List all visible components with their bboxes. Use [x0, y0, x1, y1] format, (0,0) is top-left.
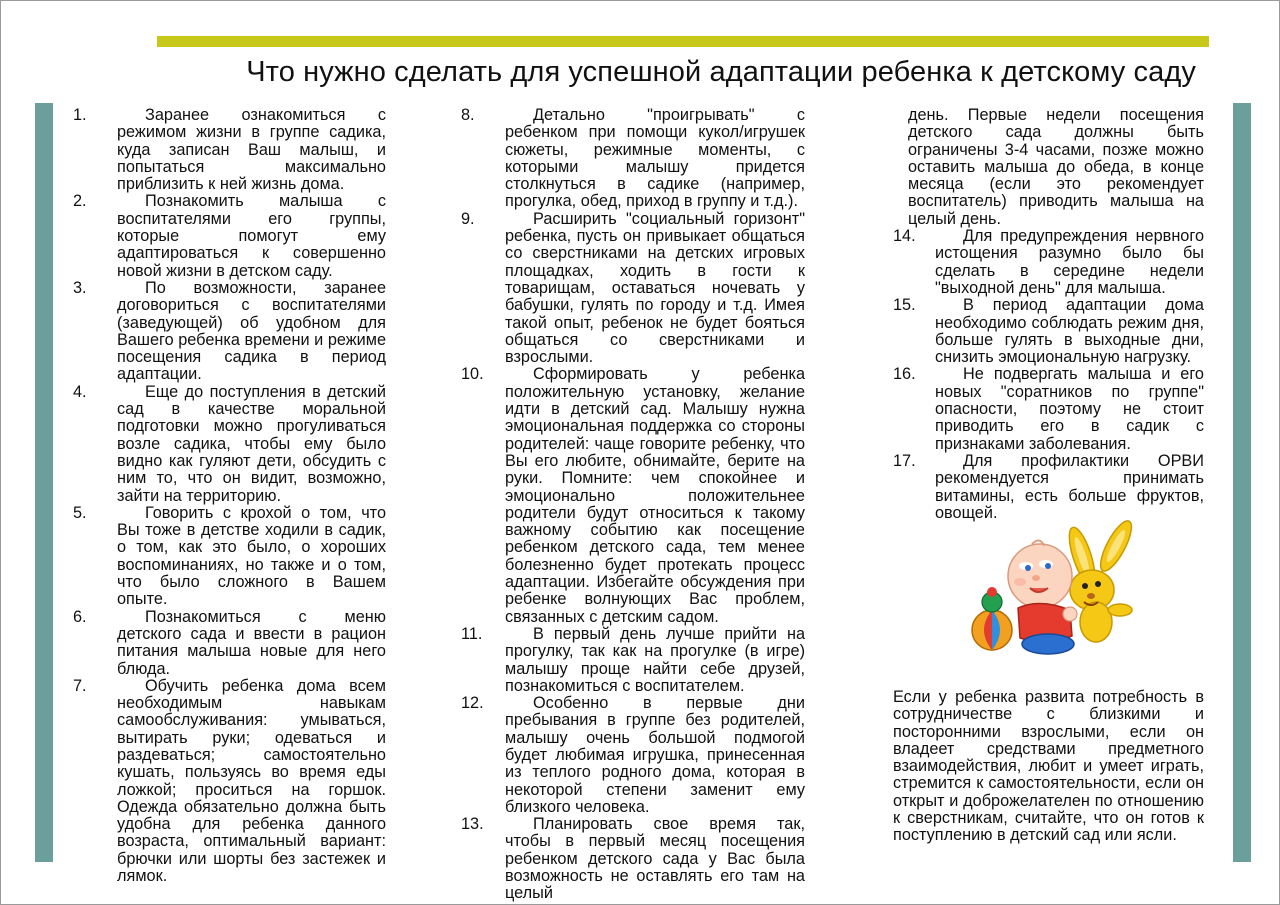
- list-item: [893, 228, 1204, 297]
- column-3: [893, 107, 1204, 522]
- list-item: [73, 280, 386, 384]
- readiness-note: Если у ребенка развита потребность в сотрудничестве с близкими и посторонними взрослыми, если он владеет средствами предметного взаимодействия, любит и умеет играть, стремится к самостоятельности, если он открыт и доброжелателен по отношению к сверстникам, считайте, что он готов к поступлению в детский сад или ясли.: [893, 688, 1204, 845]
- title-accent-bar: [157, 36, 1209, 47]
- item-text: Познакомить малыша с воспитателями его группы, которые помогут ему адаптироваться к совершенно новой жизни в детском саду.: [117, 192, 386, 280]
- item-text: Особенно в первые дни пребывания в группе без родителей, малышу очень большой подмогой будет любимая игрушка, принесенная из теплого родного дома, которая в некоторой степени заменит ему близкого человека.: [505, 694, 805, 816]
- item-number: 1.: [73, 106, 87, 124]
- item-number: 6.: [73, 607, 87, 626]
- column-1: [73, 107, 386, 885]
- page-title: Что нужно сделать для успешной адаптации ребенка к детскому саду: [246, 56, 1196, 88]
- item-number: 12.: [461, 694, 484, 713]
- item-number: 5.: [73, 503, 87, 522]
- item-number: 14.: [893, 227, 916, 246]
- item-text: Познакомиться с меню детского сада и ввести в рацион питания малыша новые для него блюда.: [117, 607, 386, 678]
- right-side-bar: [1233, 103, 1251, 862]
- list-item: [73, 678, 386, 886]
- list-item: [893, 453, 1204, 522]
- item-text: В период адаптации дома необходимо соблюдать режим дня, больше гулять в выходные дни, снизить эмоциональную нагрузку.: [935, 296, 1204, 367]
- item-text: По возможности, заранее договориться с воспитателями (заведующей) об удобном для Вашего ребенка времени и режиме посещения садика в период адаптации.: [117, 278, 386, 384]
- item-number: 16.: [893, 365, 916, 384]
- item-number: 9.: [461, 209, 475, 228]
- item-number: 11.: [461, 624, 483, 643]
- item-number: 17.: [893, 451, 916, 470]
- list-item: [893, 366, 1204, 452]
- list-item: [461, 107, 805, 211]
- item-text: Для профилактики ОРВИ рекомендуется принимать витамины, есть больше фруктов, овощей.: [935, 451, 1204, 522]
- item-text: Не подвергать малыша и его новых "соратников по группе" опасности, поэтому не стоит приводить его в садик с признаками заболевания.: [935, 365, 1204, 453]
- item-number: 15.: [893, 296, 916, 315]
- left-side-bar: [35, 103, 53, 862]
- item-number: 2.: [73, 192, 87, 211]
- item-text: Обучить ребенка дома всем необходимым навыкам самообслуживания: умываться, вытирать руки; одеваться и раздеваться; самостоятельно кушать, пользуясь во время еды ложкой; проситься на горшок. Одежда обязательно должна быть удобна для ребенка данного возраста, оптимальный вариант: брючки или шорты без застежек и лямок.: [117, 676, 386, 886]
- list-item: [73, 609, 386, 678]
- baby-with-bunny-icon: [970, 518, 1140, 658]
- item-text: Сформировать у ребенка положительную установку, желание идти в детский сад. Малышу нужна эмоциональная поддержка со стороны родителей: чаще говорите ребенку, что Вы его любите, обнимайте, берите на руки. Помните: чем спокойнее и эмоционально положительнее родители будут относиться к такому важному событию как посещение ребенком детского сада, тем менее болезненно будет протекать процесс адаптации. Избегайте обсуждения при ребенке волнующих Вас проблем, связанных с детским садом.: [505, 365, 805, 626]
- list-item: [461, 366, 805, 625]
- item-number: 7.: [73, 676, 87, 695]
- list-item: [73, 107, 386, 193]
- item-number: 13.: [461, 815, 484, 834]
- item-number: 8.: [461, 106, 475, 124]
- list-item: [461, 695, 805, 816]
- item-13-continuation: день. Первые недели посещения детского сада должны быть ограничены 3-4 часами, позже можно оставить малыша до обеда, в конце месяца (если это рекомендует воспитатель) приводить малыша на целый день.: [908, 106, 1204, 228]
- list-item: [73, 193, 386, 279]
- item-text: В первый день лучше прийти на прогулку, так как на прогулке (в игре) малышу проще найти себе друзей, познакомиться с воспитателем.: [505, 624, 805, 695]
- item-number: 10.: [461, 365, 484, 384]
- list-item: [73, 384, 386, 505]
- list-item: [461, 211, 805, 367]
- item-number: 3.: [73, 278, 87, 297]
- item-text: Говорить с крохой о том, что Вы тоже в детстве ходили в садик, о том, как это было, о хороших воспоминаниях, но также и о том, что было сложного в Вашем опыте.: [117, 503, 386, 609]
- item-number: 4.: [73, 382, 87, 401]
- item-text: Планировать свое время так, чтобы в первый месяц посещения ребенком детского сада у Вас была возможность не оставлять его там на целый: [505, 815, 805, 903]
- list-item: [893, 297, 1204, 366]
- list-item: [73, 505, 386, 609]
- item-text: Заранее ознакомиться с режимом жизни в группе садика, куда записан Ваш малыш, и попытаться максимально приблизить к ней жизнь дома.: [117, 106, 386, 194]
- list-item: [461, 816, 805, 902]
- item-text: Для предупреждения нервного истощения разумно было бы сделать в середине недели "выходной день" для малыша.: [935, 227, 1204, 297]
- list-item: [461, 626, 805, 695]
- item-text: Еще до поступления в детский сад в качестве моральной подготовки можно прогуливаться возле садика, чтобы ему было видно как гуляют дети, обсудить с ним то, что он видит, возможно, зайти на территорию.: [117, 382, 386, 505]
- column-2: [461, 107, 805, 903]
- item-text: Детально "проигрывать" с ребенком при помощи кукол/игрушек сюжеты, режимные моменты, с которыми малышу придется столкнуться в садике (например, прогулка, обед, приход в группу и т.д.).: [505, 106, 805, 211]
- item-text: Расширить "социальный горизонт" ребенка, пусть он привыкает общаться со сверстниками на детских игровых площадках, ходить в гости к товарищам, оставаться ночевать у бабушки, гулять по городу и т.д. Имея такой опыт, ребенок не будет бояться общаться со сверстниками и взрослыми.: [505, 209, 805, 367]
